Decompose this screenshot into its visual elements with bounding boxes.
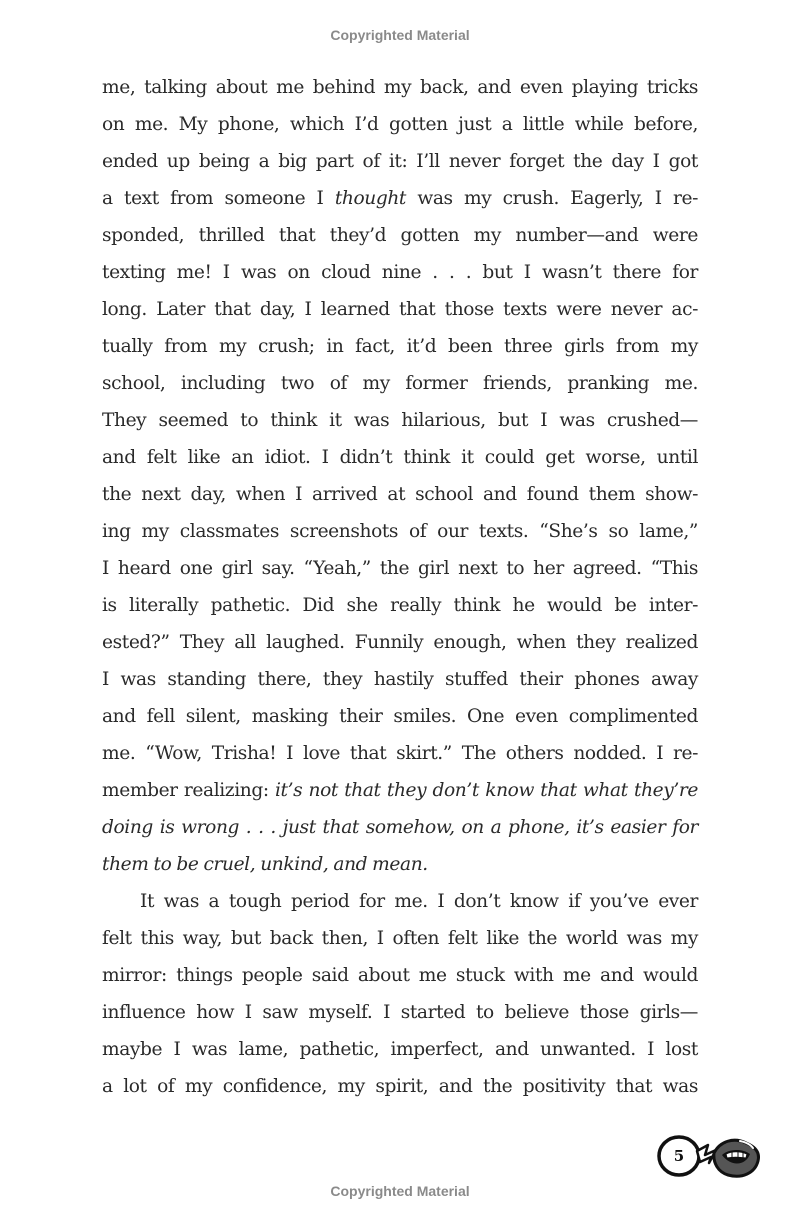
text-line: is literally pathetic. Did she really think he would be inter- [102,595,698,616]
text-line [102,772,698,809]
text-line: long. Later that day, I learned that those texts were never ac- [102,299,698,320]
italic-text-run: thought [334,188,406,209]
text-run: member realizing: [102,780,275,801]
italic-text-run: it’s not that they don’t know that what they’re [274,780,698,801]
text-line: ended up being a big part of it: I’ll never forget the day I got [102,151,698,172]
text-line: sponded, thrilled that they’d gotten my number—and were [102,225,698,246]
text-line: me. “Wow, Trisha! I love that skirt.” The others nodded. I re- [102,743,698,764]
text-line: and fell silent, masking their smiles. One even complimented [102,706,698,727]
text-line: school, including two of my former friends, pranking me. [102,373,698,394]
paragraph-2 [102,883,698,1105]
text-line: They seemed to think it was hilarious, but I was crushed— [102,410,698,431]
text-run: was my crush. Eagerly, I re- [406,188,698,209]
page-text [102,69,698,1105]
paragraph-1 [102,69,698,883]
copyright-watermark-top: Copyrighted Material [330,27,470,43]
text-line [102,180,698,217]
text-line: ested?” They all laughed. Funnily enough, when they realized [102,632,698,653]
italic-text-line: them to be cruel, unkind, and mean. [102,854,428,875]
text-line: texting me! I was on cloud nine . . . but I wasn’t there for [102,262,698,283]
text-line: on me. My phone, which I’d gotten just a little while before, [102,114,698,135]
page-number: 5 [673,1147,685,1165]
text-line: It was a tough period for me. I don’t know if you’ve ever [140,891,698,912]
italic-text-line: doing is wrong . . . just that somehow, on a phone, it’s easier for [102,817,698,838]
text-line: I was standing there, they hastily stuffed their phones away [102,669,698,690]
text-line: me, talking about me behind my back, and even playing tricks [102,77,698,98]
text-line: tually from my crush; in fact, it’d been three girls from my [102,336,698,357]
text-run: a text from someone I [102,188,335,209]
text-line: ing my classmates screenshots of our texts. “She’s so lame,” [102,521,698,542]
text-line: a lot of my confidence, my spirit, and the positivity that was [102,1076,698,1097]
text-line: I heard one girl say. “Yeah,” the girl next to her agreed. “This [102,558,698,579]
copyright-watermark-bottom: Copyrighted Material [330,1183,470,1199]
text-line: felt this way, but back then, I often felt like the world was my [102,928,698,949]
page-number-badge [654,1133,764,1185]
text-line: maybe I was lame, pathetic, imperfect, and unwanted. I lost [102,1039,698,1060]
text-line: and felt like an idiot. I didn’t think it could get worse, until [102,447,698,468]
text-line: the next day, when I arrived at school and found them show- [102,484,698,505]
text-line: mirror: things people said about me stuck with me and would [102,965,698,986]
text-line: influence how I saw myself. I started to believe those girls— [102,1002,698,1023]
